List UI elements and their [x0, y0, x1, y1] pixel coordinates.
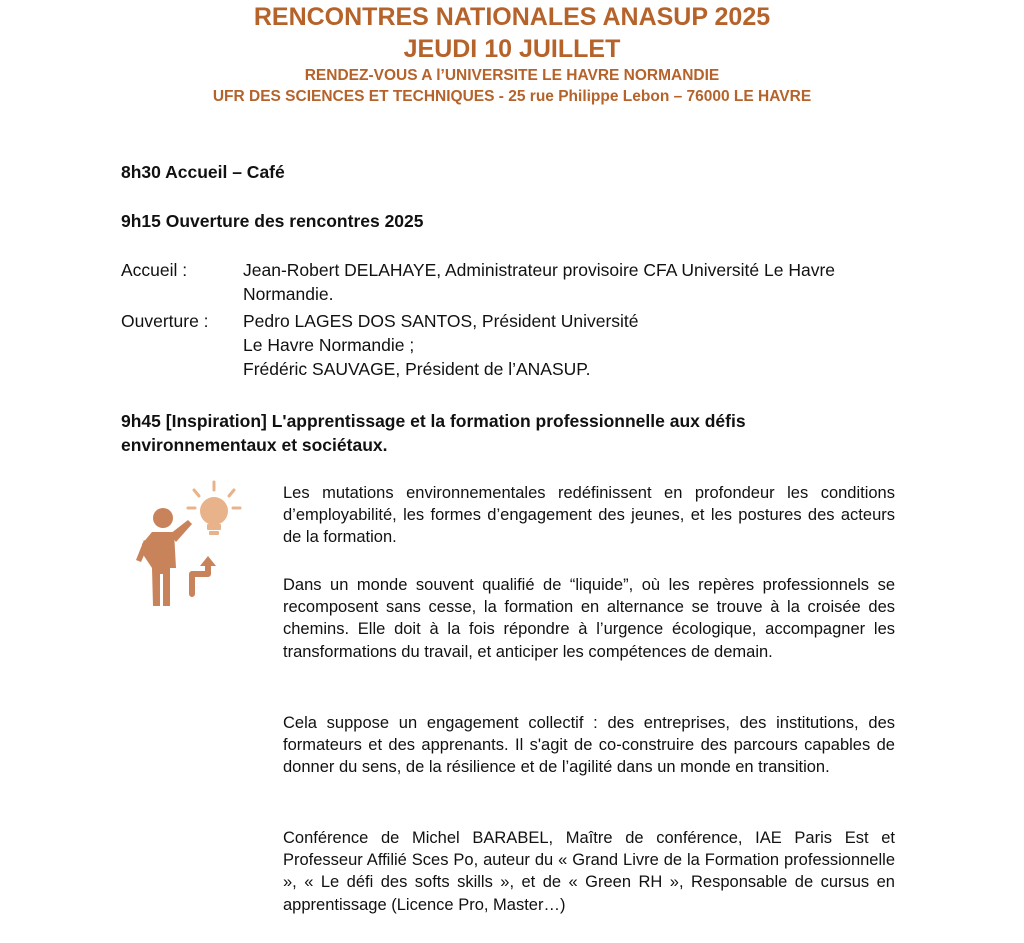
paragraph-mutations: Les mutations environnementales redéfinissent en profondeur les conditions d’employabilité, les formes d’engagement des jeunes, et les postures des acteurs de la formation. [283, 484, 895, 547]
accueil-label: Accueil : [121, 260, 188, 280]
welcome-heading: 8h30 Accueil – Café [121, 162, 285, 182]
event-date: JEUDI 10 JUILLET [403, 35, 621, 63]
opening-heading: 9h15 Ouverture des rencontres 2025 [121, 211, 424, 231]
paragraph-engagement: Cela suppose un engagement collectif : des entreprises, des institutions, des formateurs et des apprenants. Il s'agit de co-construire des parcours capables de donner du sens, de la résilience et de l’agilité dans un monde en transition. [283, 714, 895, 777]
ouverture-line-1: Pedro LAGES DOS SANTOS, Président Université [243, 311, 639, 331]
ouverture-line-2: Le Havre Normandie ; [243, 335, 415, 355]
paragraph-monde-liquide: Dans un monde souvent qualifié de “liquide”, où les repères professionnels se recomposent sans cesse, la formation en alternance se trouve à la croisée des chemins. Elle doit à la fois répondre à l’urgence écologique, accompagner les transformations du travail, et anticiper les compétences de demain. [283, 576, 895, 661]
inspiration-heading: 9h45 [Inspiration] L'apprentissage et la formation professionnelle aux défis environnementaux et sociétaux. [121, 411, 746, 455]
ouverture-label: Ouverture : [121, 311, 209, 331]
person-idea-icon [130, 478, 250, 608]
event-venue: RENDEZ-VOUS A l’UNIVERSITE LE HAVRE NORMANDIE [304, 67, 720, 84]
ouverture-line-3: Frédéric SAUVAGE, Président de l’ANASUP. [243, 359, 591, 379]
paragraph-conference: Conférence de Michel BARABEL, Maître de conférence, IAE Paris Est et Professeur Affilié Sces Po, auteur du « Grand Livre de la Formation professionnelle », « Le défi des softs skills », et de « Green RH », Responsable de cursus en apprentissage (Licence Pro, Master…) [283, 829, 895, 914]
event-address: UFR DES SCIENCES ET TECHNIQUES - 25 rue Philippe Lebon – 76000 LE HAVRE [212, 88, 812, 105]
event-title: RENCONTRES NATIONALES ANASUP 2025 [253, 3, 771, 31]
accueil-text: Jean-Robert DELAHAYE, Administrateur provisoire CFA Université Le Havre Normandie. [243, 260, 836, 304]
